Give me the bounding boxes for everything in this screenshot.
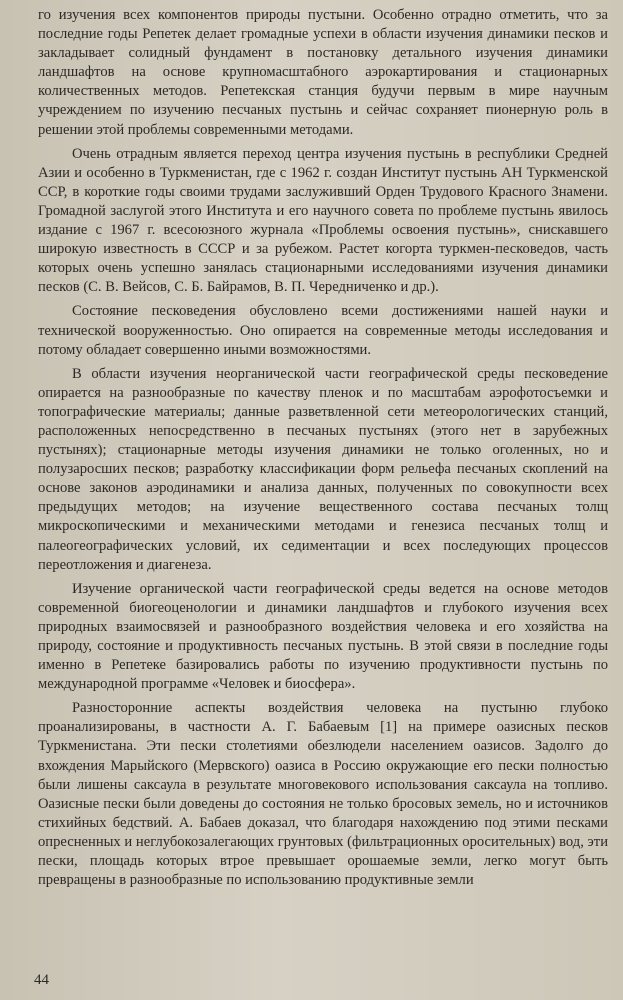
paragraph-1: го изучения всех компонентов природы пустыни. Особенно отрадно отметить, что за последние годы Репетек делает громадные успехи в области изучения динамики песков и закладывает солидный фундамент в постановку детального изучения динамики ландшафтов на основе крупномасштабного аэрокартирования и стационарных количественных методов. Репетекская станция будучи первым в мире научным учреждением по изучению песчаных пустынь и сейчас сохраняет пионерную роль в решении этой проблемы современными методами. [38,7,608,138]
paragraph-5: Изучение органической части географической среды ведется на основе методов современной биогеоценологии и динамики ландшафтов и глубокого изучения всех природных взаимосвязей и разнообразного воздействия человека и его хозяйства на природу, состояние и продуктивность песчаных пустынь. В этой связи в последние годы именно в Репетеке базировались работы по изучению продуктивности пустынь по международной программе «Человек и биосфера». [38,580,608,693]
page-number: 44 [34,972,49,988]
paragraph-2: Очень отрадным является переход центра изучения пустынь в республики Средней Азии и особенно в Туркменистан, где с 1962 г. создан Институт пустынь АН Туркменской ССР, в короткие годы своими трудами заслуживший Орден Трудового Красного Знамени. Громадной заслугой этого Института и его научного совета по проблеме пустынь явилось издание с 1967 г. всесоюзного журнала «Проблемы освоения пустынь», снискавшего широкую известность в СССР и за рубежом. Растет когорта туркмен-песковедов, часть которых очень успешно занялась стационарными исследованиями изучения динамики песков (С. В. Вейсов, С. Б. Байрамов, В. П. Чередниченко и др.). [38,145,608,296]
paragraph-4: В области изучения неорганической части географической среды песковедение опирается на разнообразные по качеству пленок и по масштабам аэрофотосъемки и топографические материалы; данные разветвленной сети метеорологических станций, расположенных непосредственно в песчаных пустынях (этого нет в зарубежных пустынях); стационарные методы изучения динамики не только оголенных, но и полузаросших песков; разработку классификации форм рельефа песчаных скоплений на основе законов аэродинамики и анализа данных, полученных по совокупности всех предыдущих методов; на изучение вещественного состава песчаных толщ микроскопическими и механическими методами и генезиса песчаных толщ и палеогеографических условий, их седиментации и всех последующих процессов переотложения и диагенеза. [38,365,608,573]
paragraph-3: Состояние песковедения обусловлено всеми достижениями нашей науки и технической вооруженностью. Оно опирается на современные методы исследования и потому обладает совершенно иными возможностями. [38,303,608,358]
book-page [38,6,608,996]
paragraph-6: Разносторонние аспекты воздействия человека на пустыню глубоко проанализированы, в частности А. Г. Бабаевым [1] на примере оазисных песков Туркменистана. Эти пески столетиями обезлюдели населением оазисов. Задолго до вхождения Марыйского (Мервского) оазиса в Россию окружающие его пески полностью были лишены саксаула в результате многовекового использования саксаула на топливо. Оазисные пески были доведены до состояния не только бросовых земель, но и источников стихийных бедствий. А. Бабаев доказал, что благодаря нахождению под этими песками опресненных и неглубокозалегающих грунтовых (фильтрационных оросительных) вод, эти пески, площадь которых втрое превышает орошаемые земли, легко могут быть превращены в разнообразные по использованию продуктивные земли [38,700,608,889]
